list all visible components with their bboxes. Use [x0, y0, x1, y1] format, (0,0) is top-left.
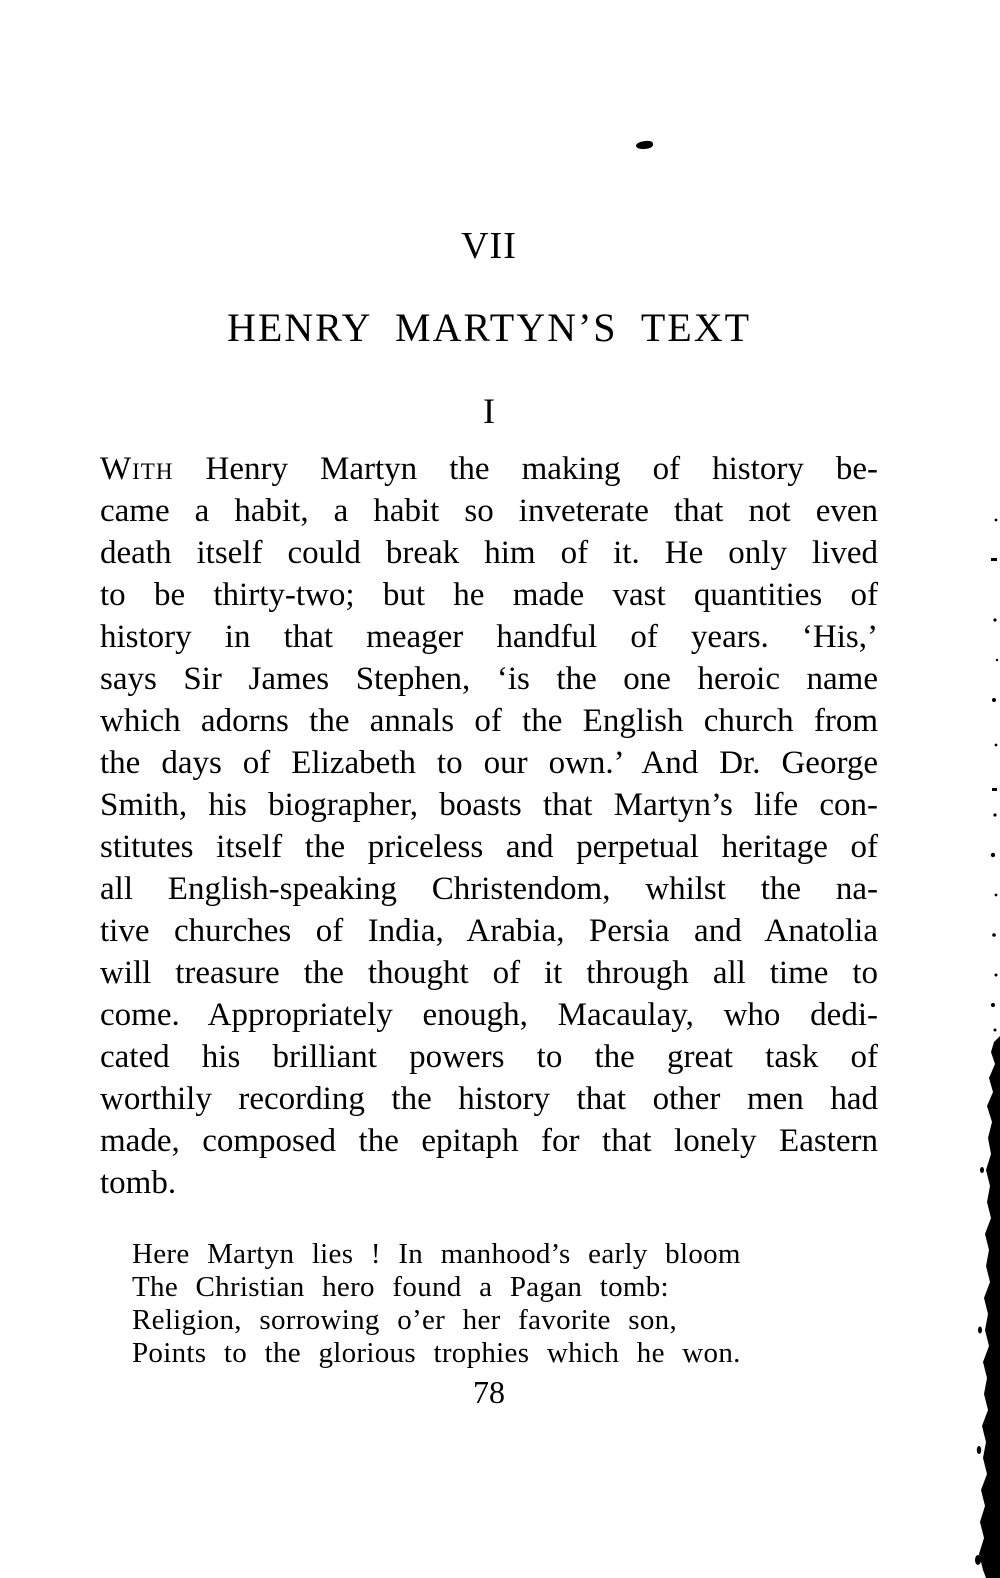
verse-line: Religion, sorrowing o’er her favorite son, — [132, 1304, 678, 1336]
body-line: came a habit, a habit so inveterate that not even — [100, 493, 878, 529]
chapter-title: HENRY MARTYN’S TEXT — [226, 305, 752, 350]
lead-word: With — [100, 451, 174, 487]
verse-line: Here Martyn lies ! In manhood’s early bloom — [132, 1238, 741, 1270]
body-line: to be thirty-two; but he made vast quantities of — [100, 577, 878, 613]
body-line: tive churches of India, Arabia, Persia and Anatolia — [100, 913, 878, 949]
body-line: made, composed the epitaph for that lonely Eastern — [100, 1123, 878, 1159]
body-line: cated his brilliant powers to the great task of — [100, 1039, 878, 1075]
body-line-text: Henry Martyn the making of history be- — [173, 451, 878, 487]
body-line: tomb. — [100, 1165, 177, 1201]
body-line: come. Appropriately enough, Macaulay, who dedi- — [100, 997, 878, 1033]
body-line: the days of Elizabeth to our own.’ And Dr. George — [100, 745, 878, 781]
body-line: history in that meager handful of years. ‘His,’ — [100, 619, 878, 655]
section-number: I — [483, 391, 495, 431]
body-line: Smith, his biographer, boasts that Martyn’s life con- — [100, 787, 878, 823]
body-line: death itself could break him of it. He only lived — [100, 535, 878, 571]
body-line: says Sir James Stephen, ‘is the one heroic name — [100, 661, 878, 697]
body-line: worthily recording the history that other men had — [100, 1081, 878, 1117]
body-line: stitutes itself the priceless and perpetual heritage of — [100, 829, 878, 865]
epitaph-verse — [132, 1238, 741, 1370]
chapter-number: VII — [461, 225, 517, 267]
body-line — [100, 448, 878, 490]
body-line: all English-speaking Christendom, whilst the na- — [100, 871, 878, 907]
verse-line: Points to the glorious trophies which he won. — [132, 1337, 741, 1369]
verse-line: The Christian hero found a Pagan tomb: — [132, 1271, 669, 1303]
ink-spot-artifact — [636, 140, 654, 149]
body-line: will treasure the thought of it through all time to — [100, 955, 878, 991]
page-number: 78 — [473, 1374, 505, 1410]
body-line: which adorns the annals of the English church from — [100, 703, 878, 739]
body-paragraph — [100, 448, 878, 1204]
scan-artifact-edge — [974, 470, 1000, 1578]
